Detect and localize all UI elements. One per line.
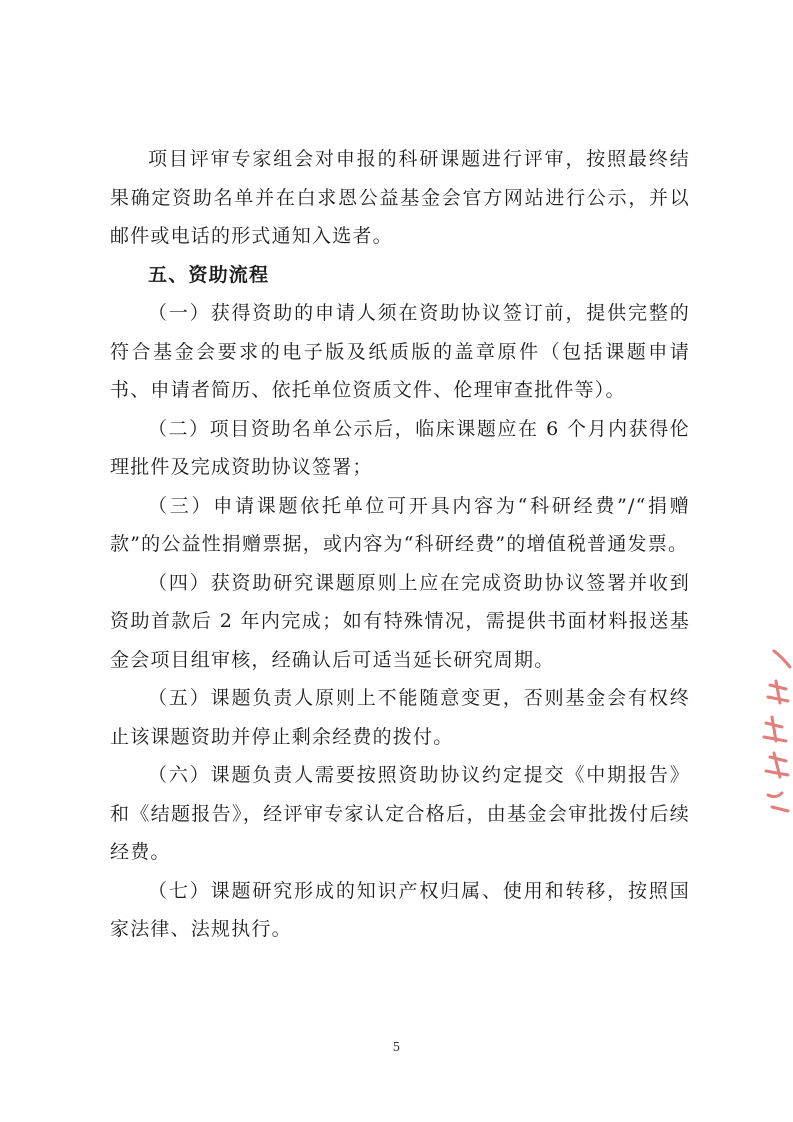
intro-paragraph: 项目评审专家组会对申报的科研课题进行评审，按照最终结果确定资助名单并在白求恩公益基金会官方网站进行公示，并以邮件或电话的形式通知入选者。: [110, 148, 690, 247]
paragraph-4: （四）获资助研究课题原则上应在完成资助协议签署并收到资助首款后 2 年内完成；如有特殊情况，需提供书面材料报送基金会项目组审核，经确认后可适当延长研究周期。: [110, 571, 690, 671]
seal-stamp-fragment: [752, 645, 793, 820]
paragraph-2: （二）项目资助名单公示后，临床课题应在 6 个月内获得伦理批件及完成资助协议签署；: [110, 417, 690, 478]
paragraph-6: （六）课题负责人需要按照资助协议约定提交《中期报告》和《结题报告》，经评审专家认定合格后，由基金会审批拨付后续经费。: [110, 764, 690, 863]
paragraph-3: （三）申请课题依托单位可开具内容为“科研经费”/“捐赠款”的公益性捐赠票据，或内容为“科研经费”的增值税普通发票。: [110, 494, 690, 555]
paragraph-1: （一）获得资助的申请人须在资助协议签订前，提供完整的符合基金会要求的电子版及纸质版的盖章原件（包括课题申请书、申请者简历、依托单位资质文件、伦理审查批件等）。: [110, 302, 690, 401]
section-heading: 五、资助流程: [148, 263, 270, 286]
paragraph-7: （七）课题研究形成的知识产权归属、使用和转移，按照国家法律、法规执行。: [110, 879, 690, 940]
document-body: [110, 140, 690, 949]
paragraph-5: （五）课题负责人原则上不能随意变更，否则基金会有权终止该课题资助并停止剩余经费的拨付。: [110, 687, 690, 748]
seal-icon: [752, 645, 793, 820]
page-number: 5: [392, 1040, 401, 1054]
